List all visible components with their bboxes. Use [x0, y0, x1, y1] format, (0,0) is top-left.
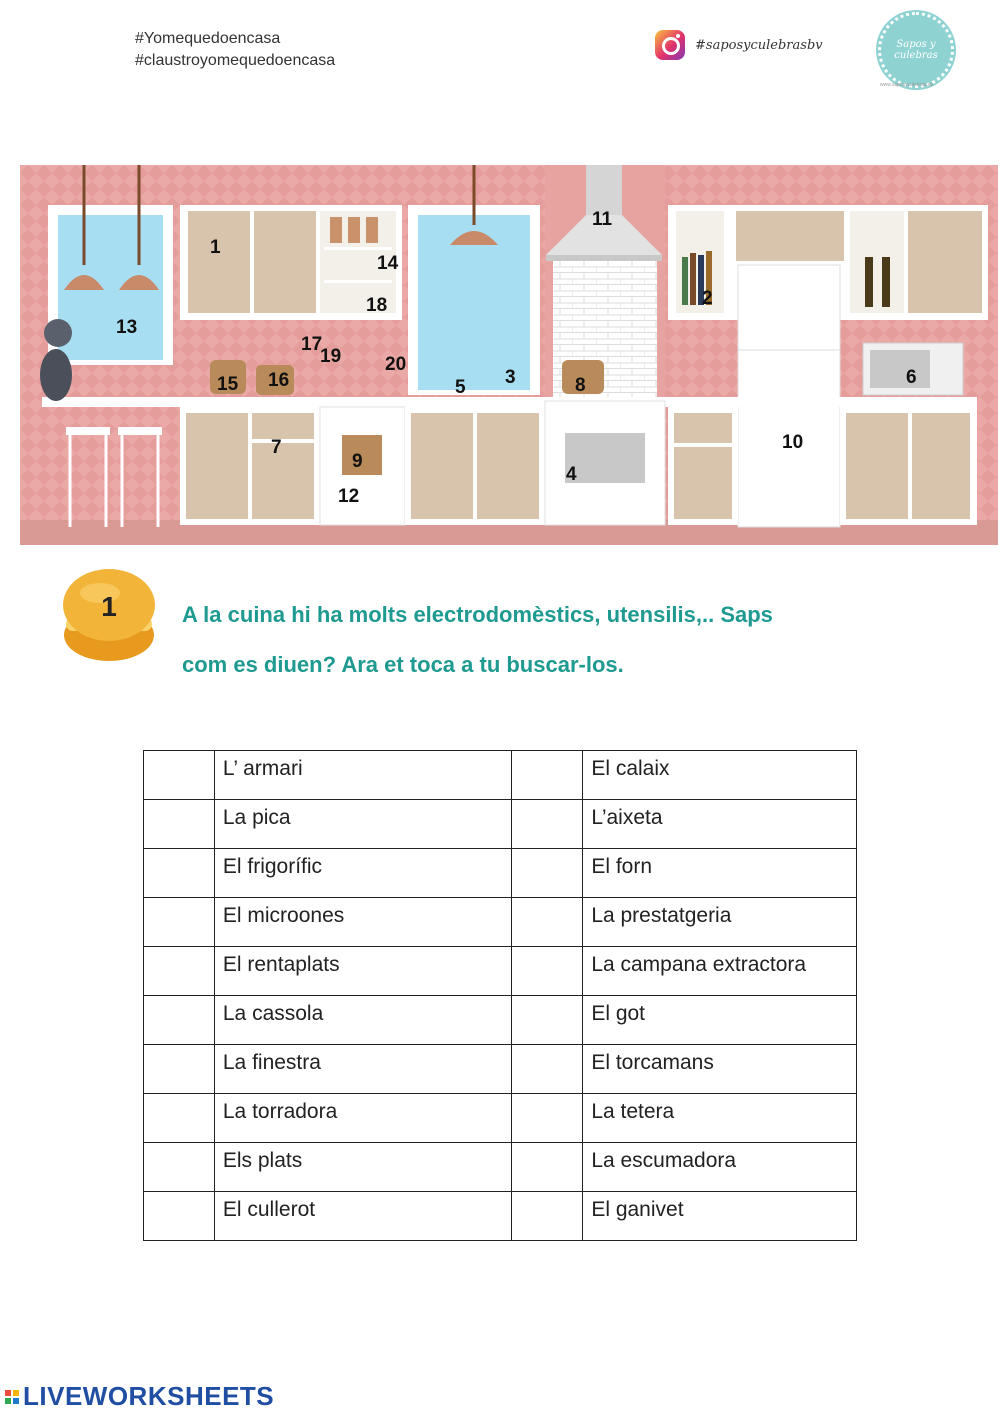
- word-right: El ganivet: [583, 1192, 857, 1241]
- liveworksheets-brand: LIVEWORKSHEETS: [23, 1381, 275, 1411]
- table-row: [144, 1045, 857, 1094]
- word-right: L’aixeta: [583, 800, 857, 849]
- answer-input-right[interactable]: [512, 800, 583, 849]
- kitchen-label-1: 1: [210, 237, 221, 258]
- kitchen-label-6: 6: [906, 367, 917, 388]
- hashtag-2: #claustroyomequedoencasa: [135, 52, 336, 69]
- logo-text: Sapos y culebras: [894, 39, 938, 61]
- logo-url: www.saposyculebras.es: [880, 82, 934, 88]
- table-row: [144, 996, 857, 1045]
- instagram-block: [655, 30, 823, 60]
- vocabulary-table: [143, 750, 857, 1241]
- word-right: El forn: [583, 849, 857, 898]
- instagram-handle: #saposyculebrasbv: [695, 37, 823, 53]
- answer-input-left[interactable]: [144, 751, 215, 800]
- kitchen-label-18: 18: [366, 295, 388, 316]
- answer-input-left[interactable]: [144, 1094, 215, 1143]
- kitchen-label-15: 15: [217, 374, 239, 395]
- sapos-culebras-logo: [878, 12, 954, 88]
- kitchen-illustration: [20, 165, 998, 545]
- hashtags: [135, 28, 335, 72]
- exercise-number: 1: [101, 591, 117, 622]
- answer-input-right[interactable]: [512, 898, 583, 947]
- hashtag-1: #Yomequedoencasa: [135, 30, 281, 47]
- kitchen-label-12: 12: [338, 486, 360, 507]
- word-left: La pica: [214, 800, 512, 849]
- kitchen-label-14: 14: [377, 253, 399, 274]
- kitchen-drawing: [20, 165, 998, 545]
- table-row: [144, 898, 857, 947]
- answer-input-left[interactable]: [144, 1192, 215, 1241]
- answer-input-right[interactable]: [512, 996, 583, 1045]
- kitchen-label-20: 20: [385, 354, 407, 375]
- answer-input-right[interactable]: [512, 751, 583, 800]
- word-right: La prestatgeria: [583, 898, 857, 947]
- instruction-line-1: A la cuina hi ha molts electrodomèstics, utensilis,.. Saps: [182, 602, 773, 627]
- exercise-instructions: [182, 590, 832, 690]
- word-right: La tetera: [583, 1094, 857, 1143]
- word-right: El torcamans: [583, 1045, 857, 1094]
- word-left: El cullerot: [214, 1192, 512, 1241]
- answer-input-left[interactable]: [144, 996, 215, 1045]
- answer-input-right[interactable]: [512, 947, 583, 996]
- table-row: [144, 800, 857, 849]
- word-left: La finestra: [214, 1045, 512, 1094]
- word-right: El got: [583, 996, 857, 1045]
- word-right: La escumadora: [583, 1143, 857, 1192]
- kitchen-label-2: 2: [702, 288, 713, 309]
- instagram-icon: [655, 30, 685, 60]
- answer-input-right[interactable]: [512, 1192, 583, 1241]
- kitchen-label-7: 7: [271, 437, 282, 458]
- answer-input-left[interactable]: [144, 898, 215, 947]
- kitchen-label-9: 9: [352, 451, 363, 472]
- kitchen-label-3: 3: [505, 367, 516, 388]
- word-left: El microones: [214, 898, 512, 947]
- table-row: [144, 751, 857, 800]
- word-right: El calaix: [583, 751, 857, 800]
- table-row: [144, 1094, 857, 1143]
- kitchen-label-11: 11: [592, 209, 613, 230]
- word-left: Els plats: [214, 1143, 512, 1192]
- kitchen-label-17: 17: [301, 334, 323, 355]
- answer-input-right[interactable]: [512, 1143, 583, 1192]
- answer-input-left[interactable]: [144, 849, 215, 898]
- answer-input-left[interactable]: [144, 947, 215, 996]
- kitchen-label-13: 13: [116, 317, 138, 338]
- word-left: El frigorífic: [214, 849, 512, 898]
- word-left: L’ armari: [214, 751, 512, 800]
- word-left: La cassola: [214, 996, 512, 1045]
- word-left: La torradora: [214, 1094, 512, 1143]
- liveworksheets-icon: [5, 1390, 19, 1404]
- answer-input-right[interactable]: [512, 1045, 583, 1094]
- answer-input-right[interactable]: [512, 849, 583, 898]
- kitchen-label-4: 4: [566, 464, 577, 485]
- word-left: El rentaplats: [214, 947, 512, 996]
- table-row: [144, 1143, 857, 1192]
- kitchen-label-16: 16: [268, 370, 290, 391]
- kitchen-label-19: 19: [320, 346, 342, 367]
- kitchen-label-10: 10: [782, 432, 804, 453]
- kitchen-label-5: 5: [455, 377, 466, 398]
- kitchen-label-8: 8: [575, 375, 586, 396]
- instruction-line-2: com es diuen? Ara et toca a tu buscar-los.: [182, 652, 624, 677]
- answer-input-left[interactable]: [144, 1045, 215, 1094]
- macaron-number-badge: [60, 565, 158, 665]
- vocabulary-table-body: [144, 751, 857, 1241]
- word-right: La campana extractora: [583, 947, 857, 996]
- table-row: [144, 947, 857, 996]
- table-row: [144, 849, 857, 898]
- table-row: [144, 1192, 857, 1241]
- answer-input-right[interactable]: [512, 1094, 583, 1143]
- answer-input-left[interactable]: [144, 800, 215, 849]
- answer-input-left[interactable]: [144, 1143, 215, 1192]
- liveworksheets-logo: [5, 1381, 274, 1412]
